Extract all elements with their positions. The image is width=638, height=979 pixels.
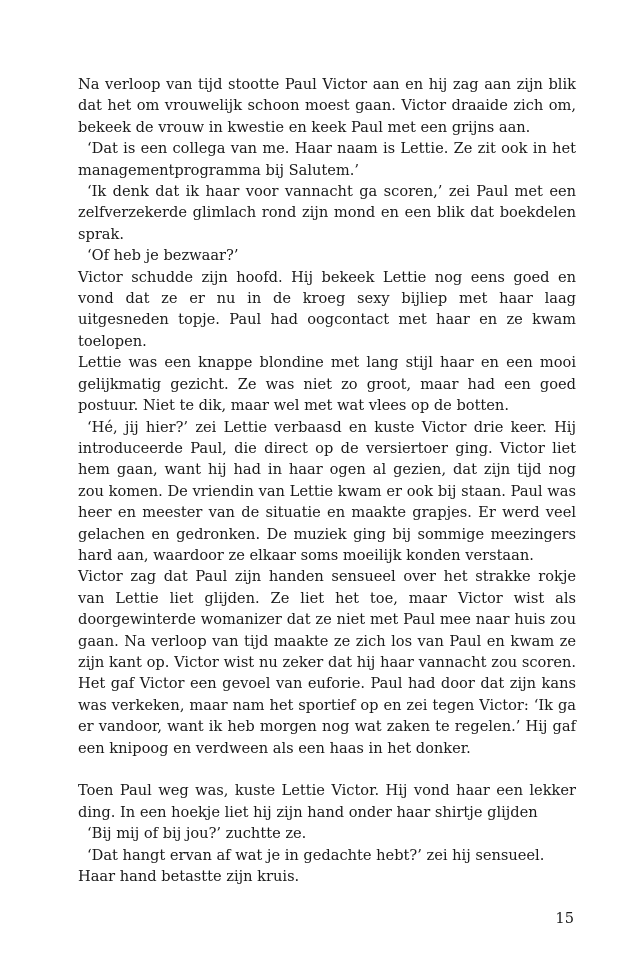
paragraph-8: Victor zag dat Paul zijn handen sensueel over het strakke rokje van Lettie liet glijden. Ze liet het toe, maar Victor wist als doorgewinterde womanizer dat ze niet met Paul mee naar huis zou gaan. Na verloop van tijd maakte ze zich los van Paul en kwam ze zijn kant op. Victor wist nu zeker dat hij haar vannacht zou scoren. Het gaf Victor een gevoel van euforie. Paul had door dat zijn kans was verkeken, maar nam het sportief op en zei tegen Victor: ‘Ik ga er vandoor, want ik heb morgen nog wat zaken te regelen.’ Hij gaf een knipoog en verdween als een haas in het donker.	[78, 568, 576, 757]
paragraph-11: ‘Dat hangt ervan af wat je in gedachte hebt?’ zei hij sensueel.	[87, 846, 545, 864]
paragraph-2: ‘Dat is een collega van me. Haar naam is Lettie. Ze zit ook in het managementprogramma bij Salutem.’	[78, 140, 576, 179]
paragraph-3: ‘Ik denk dat ik haar voor vannacht ga scoren,’ zei Paul met een zelfverzekerde glimlach rond zijn mond en een blik dat boekdelen sprak.	[78, 183, 576, 243]
paragraph-7: ‘Hé, jij hier?’ zei Lettie verbaasd en kuste Victor drie keer. Hij introduceerde Paul, die direct op de versiertoer ging. Victor liet hem gaan, want hij had in haar ogen al gezien, dat zijn tijd nog zou komen. De vriendin van Lettie kwam er ook bij staan. Paul was heer en meester van de situatie en maakte grapjes. Er werd veel gelachen en gedronken. De muziek ging bij sommige meezingers hard aan, waardoor ze elkaar soms moeilijk konden verstaan.	[78, 418, 576, 564]
paragraph-10: ‘Bij mij of bij jou?’ zuchtte ze.	[87, 825, 307, 843]
body-text	[78, 74, 576, 887]
paragraph-4: ‘Of heb je bezwaar?’	[87, 247, 239, 265]
paragraph-6: Lettie was een knappe blondine met lang stijl haar en een mooi gelijkmatig gezicht. Ze was niet zo groot, maar had een goed postuur. Niet te dik, maar wel met wat vlees op de botten.	[78, 354, 576, 415]
paragraph-1: Na verloop van tijd stootte Paul Victor aan en hij zag aan zijn blik dat het om vrouwelijk schoon moest gaan. Victor draaide zich om, bekeek de vrouw in kwestie en keek Paul met een grijns aan.	[78, 76, 576, 136]
paragraph-12: Haar hand betastte zijn kruis.	[78, 868, 300, 886]
paragraph-5: Victor schudde zijn hoofd. Hij bekeek Lettie nog eens goed en vond dat ze er nu in de kroeg sexy bijliep met haar laag uitgesneden topje. Paul had oogcontact met haar en ze kwam toelopen.	[78, 268, 576, 350]
paragraph-9: Toen Paul weg was, kuste Lettie Victor. Hij vond haar een lekker ding. In een hoekje liet hij zijn hand onder haar shirtje glijden	[78, 782, 576, 821]
page-number: 15	[555, 910, 574, 927]
